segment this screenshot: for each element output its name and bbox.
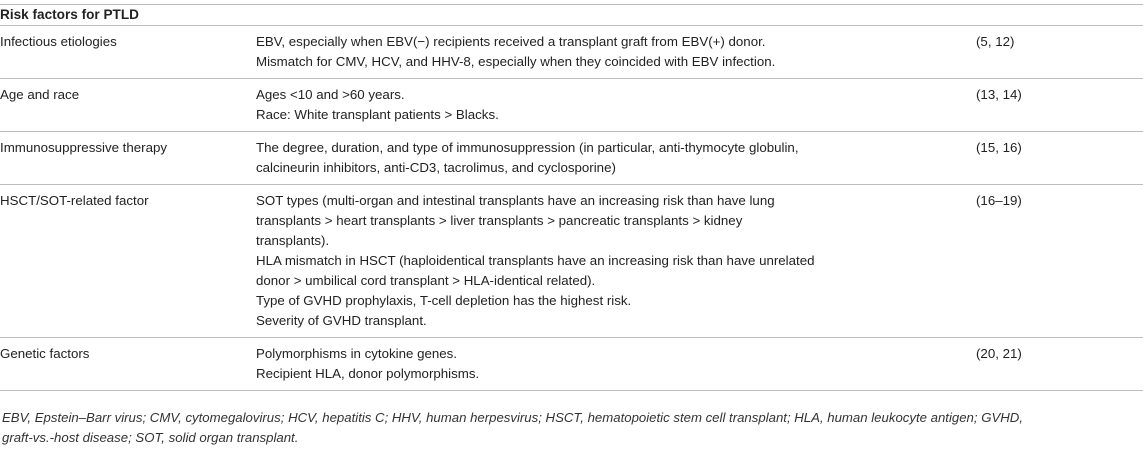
- description-line: Polymorphisms in cytokine genes.: [256, 346, 458, 361]
- description-line: HLA mismatch in HSCT (haploidentical transplants have an increasing risk than have unrelated: [256, 253, 815, 268]
- references: (5, 12): [976, 26, 1143, 79]
- description-line: Recipient HLA, donor polymorphisms.: [256, 366, 480, 381]
- risk-factors-table: [0, 4, 1143, 391]
- description-line: calcineurin inhibitors, anti-CD3, tacrolimus, and cyclosporine): [256, 160, 616, 175]
- description-line: transplants > heart transplants > liver transplants > pancreatic transplants > kidney: [256, 213, 743, 228]
- risk-factor-name: Immunosuppressive therapy: [0, 132, 256, 185]
- table-header: Risk factors for PTLD: [0, 5, 1143, 26]
- description-line: Mismatch for CMV, HCV, and HHV-8, especially when they coincided with EBV infection.: [256, 54, 776, 69]
- risk-factor-description: [256, 338, 976, 391]
- risk-factor-name: Genetic factors: [0, 338, 256, 391]
- description-line: Severity of GVHD transplant.: [256, 313, 427, 328]
- references: (13, 14): [976, 79, 1143, 132]
- risk-factor-description: [256, 26, 976, 79]
- description-line: SOT types (multi-organ and intestinal transplants have an increasing risk than have lung: [256, 193, 775, 208]
- risk-factor-description: [256, 79, 976, 132]
- description-line: transplants).: [256, 233, 330, 248]
- references: (16–19): [976, 185, 1143, 338]
- table-row: [0, 26, 1143, 79]
- risk-factor-description: [256, 132, 976, 185]
- table-row: [0, 132, 1143, 185]
- risk-factor-name: Age and race: [0, 79, 256, 132]
- table-footnote: [2, 408, 1140, 448]
- description-line: Type of GVHD prophylaxis, T-cell depletion has the highest risk.: [256, 293, 632, 308]
- risk-factor-description: [256, 185, 976, 338]
- table-row: [0, 79, 1143, 132]
- footnote-line: EBV, Epstein–Barr virus; CMV, cytomegalovirus; HCV, hepatitis C; HHV, human herpesvirus; HSCT, hematopoietic stem cell transplant; HLA, human leukocyte antigen; GVHD,: [2, 410, 1023, 425]
- table-row: [0, 338, 1143, 391]
- footnote-line: graft-vs.-host disease; SOT, solid organ transplant.: [2, 430, 299, 445]
- table-row: [0, 185, 1143, 338]
- description-line: Ages <10 and >60 years.: [256, 87, 405, 102]
- risk-factor-name: HSCT/SOT-related factor: [0, 185, 256, 338]
- table-header-row: [0, 5, 1143, 26]
- references: (15, 16): [976, 132, 1143, 185]
- description-line: donor > umbilical cord transplant > HLA-identical related).: [256, 273, 596, 288]
- description-line: The degree, duration, and type of immunosuppression (in particular, anti-thymocyte globulin,: [256, 140, 799, 155]
- description-line: EBV, especially when EBV(−) recipients received a transplant graft from EBV(+) donor.: [256, 34, 766, 49]
- description-line: Race: White transplant patients > Blacks.: [256, 107, 499, 122]
- risk-factor-name: Infectious etiologies: [0, 26, 256, 79]
- references: (20, 21): [976, 338, 1143, 391]
